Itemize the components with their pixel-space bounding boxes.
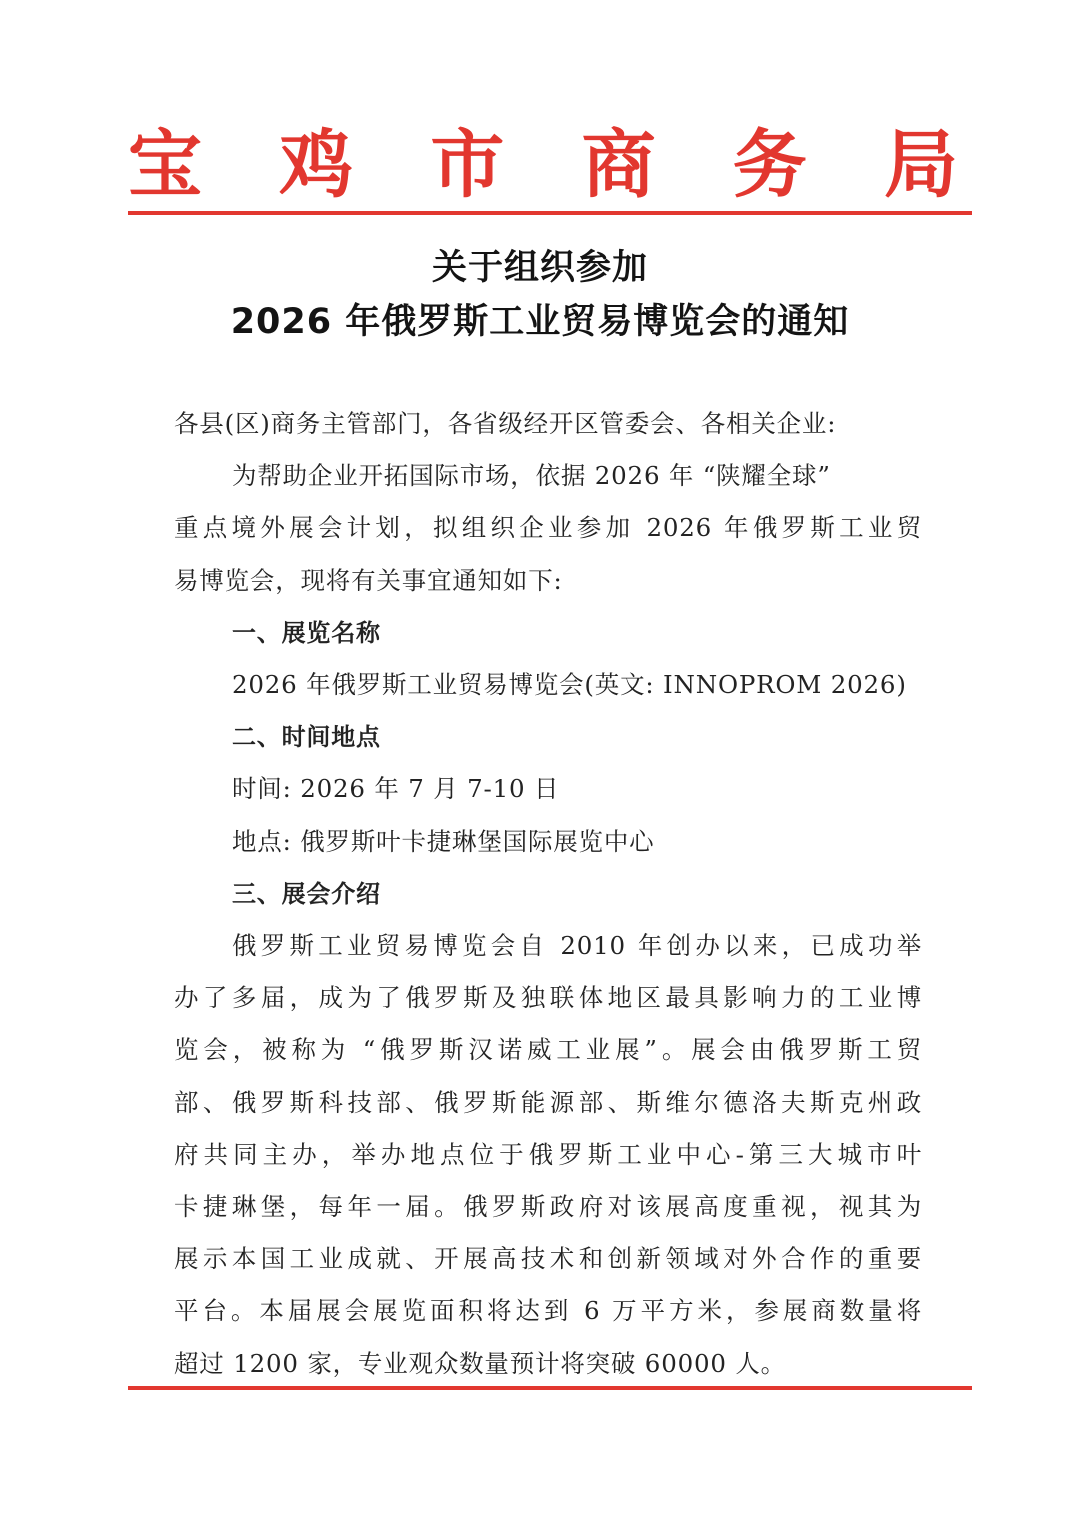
intro-paragraph-line: 办了多届，成为了俄罗斯及独联体地区最具影响力的工业博 [174,983,922,1013]
intro-paragraph-line: 览会，被称为 “俄罗斯汉诺威工业展”。展会由俄罗斯工贸 [174,1035,922,1065]
exhibition-place: 地点: 俄罗斯叶卡捷琳堡国际展览中心 [232,826,655,856]
exhibition-time: 时间: 2026 年 7 月 7-10 日 [232,774,560,804]
title-line-1: 关于组织参加 [431,248,648,288]
section-heading-time-place: 二、时间地点 [232,723,381,752]
masthead-char: 局 [883,122,958,208]
masthead-char: 务 [732,122,807,208]
notice-body [174,398,922,1390]
masthead-char: 鸡 [279,122,354,208]
title-line-2: 2026 年俄罗斯工业贸易博览会的通知 [230,302,850,342]
intro-paragraph-line: 超过 1200 家，专业观众数量预计将突破 60000 人。 [174,1348,786,1378]
bottom-red-rule [128,1386,972,1390]
intro-paragraph-line: 展示本国工业成就、开展高技术和创新领域对外合作的重要 [174,1244,922,1274]
masthead-char: 宝 [128,122,202,208]
intro-line: 为帮助企业开拓国际市场，依据 2026 年 “陕耀全球” [232,461,831,491]
masthead-org-name [128,118,958,213]
intro-paragraph-line: 府共同主办，举办地点位于俄罗斯工业中心-第三大城市叶 [174,1139,922,1169]
exhibition-name: 2026 年俄罗斯工业贸易博览会(英文: INNOPROM 2026) [232,670,907,700]
intro-line: 重点境外展会计划，拟组织企业参加 2026 年俄罗斯工业贸 [174,513,922,543]
intro-paragraph-line: 俄罗斯工业贸易博览会自 2010 年创办以来，已成功举 [232,931,922,961]
masthead-red-rule [128,211,972,215]
intro-paragraph-line: 平台。本届展会展览面积将达到 6 万平方米，参展商数量将 [174,1296,922,1326]
masthead-char: 市 [430,122,505,208]
intro-paragraph-line: 卡捷琳堡，每年一届。俄罗斯政府对该展高度重视，视其为 [174,1192,922,1222]
salutation: 各县(区)商务主管部门，各省级经开区管委会、各相关企业: [174,409,837,438]
intro-line: 易博览会，现将有关事宜通知如下: [174,565,563,595]
section-heading-intro: 三、展会介绍 [232,879,381,908]
intro-paragraph-line: 部、俄罗斯科技部、俄罗斯能源部、斯维尔德洛夫斯克州政 [174,1087,922,1117]
section-heading-name: 一、展览名称 [232,618,381,647]
masthead-char: 商 [581,122,656,208]
